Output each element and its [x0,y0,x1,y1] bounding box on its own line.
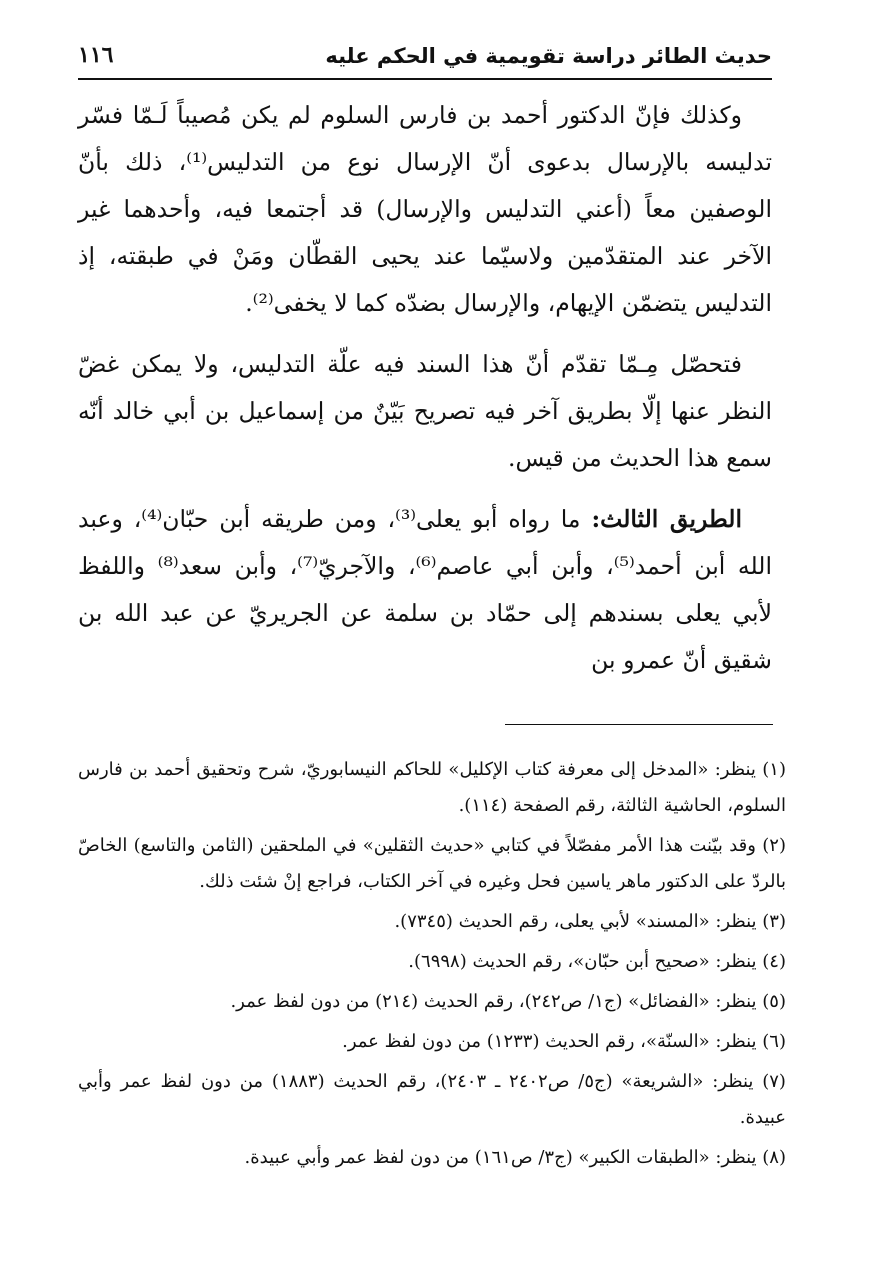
footnote-2: (٢) وقد بيّنت هذا الأمر مفصّلاً في كتابي «حديث الثقلين» في الملحقين (الثامن والتاسع) الخاصّ بالردّ على الدكتور ماهر ياسين فحل وغيره في آخر الكتاب، فراجع إنْ شئت ذلك. [78,835,786,892]
footnote-1: (١) ينظر: «المدخل إلى معرفة كتاب الإكليل» للحاكم النيسابوريّ، شرح وتحقيق أحمد بن فارس السلوم، الحاشية الثالثة، رقم الصفحة (١١٤). [78,759,786,816]
footnotes [78,752,786,1180]
paragraph-2: فتحصّل مِـمّا تقدّم أنّ هذا السند فيه علّة التدليس، ولا يمكن غضّ النظر عنها إلّا بطريق آخر فيه تصريح بَيّنٌ من إسماعيل بن أبي خالد أنّه سمع هذا الحديث من قيس. [78,350,772,472]
paragraph-3 [78,496,772,684]
section-lead: الطريق الثالث: [591,505,742,533]
footnote-4: (٤) ينظر: «صحيح أبن حبّان»، رقم الحديث (٦٩٩٨). [408,951,786,972]
paragraph-1: وكذلك فإنّ الدكتور أحمد بن فارس السلوم لم يكن مُصيباً لَـمّا فسّر تدليسه بالإرسال بدعوى أنّ الإرسال نوع من التدليس⁽¹⁾، ذلك بأنّ الوصفين معاً (أعني التدليس والإرسال) قد أجتمعا فيه، وأحدهما غير الآخر عند المتقدّمين ولاسيّما عند يحيى القطّان ومَنْ في طبقته، إذ التدليس يتضمّن الإيهام، والإرسال بضدّه كما لا يخفى⁽²⁾. [78,101,772,317]
footnote-3: (٣) ينظر: «المسند» لأبي يعلى، رقم الحديث (٧٣٤٥). [394,911,786,932]
footnote-6: (٦) ينظر: «السنّة»، رقم الحديث (١٢٣٣) من دون لفظ عمر. [342,1031,786,1052]
page-number: ١١٦ [78,42,114,68]
footnote-7: (٧) ينظر: «الشريعة» (ج٥/ ص٢٤٠٢ ـ ٢٤٠٣)، رقم الحديث (١٨٨٣) من دون لفظ عمر وأبي عبيدة. [78,1071,786,1128]
running-title: حديث الطائر دراسة تقويمية في الحكم عليه [325,44,772,68]
page-header [78,38,772,80]
footnote-8: (٨) ينظر: «الطبقات الكبير» (ج٣/ ص١٦١) من دون لفظ عمر وأبي عبيدة. [244,1147,786,1168]
paragraph-3-text: ما رواه أبو يعلى⁽³⁾، ومن طريقه أبن حبّان⁽⁴⁾، وعبد الله أبن أحمد⁽⁵⁾، وأبن أبي عاصم⁽⁶⁾، والآجريّ⁽⁷⁾، وأبن سعد⁽⁸⁾ واللفظ لأبي يعلى بسندهم إلى حمّاد بن سلمة عن الجريريّ عن عبد الله بن شقيق أنّ عمرو بن [78,505,772,674]
footnote-separator [505,724,773,725]
main-text [78,92,772,698]
footnote-5: (٥) ينظر: «الفضائل» (ج١/ ص٢٤٢)، رقم الحديث (٢١٤) من دون لفظ عمر. [230,991,786,1012]
